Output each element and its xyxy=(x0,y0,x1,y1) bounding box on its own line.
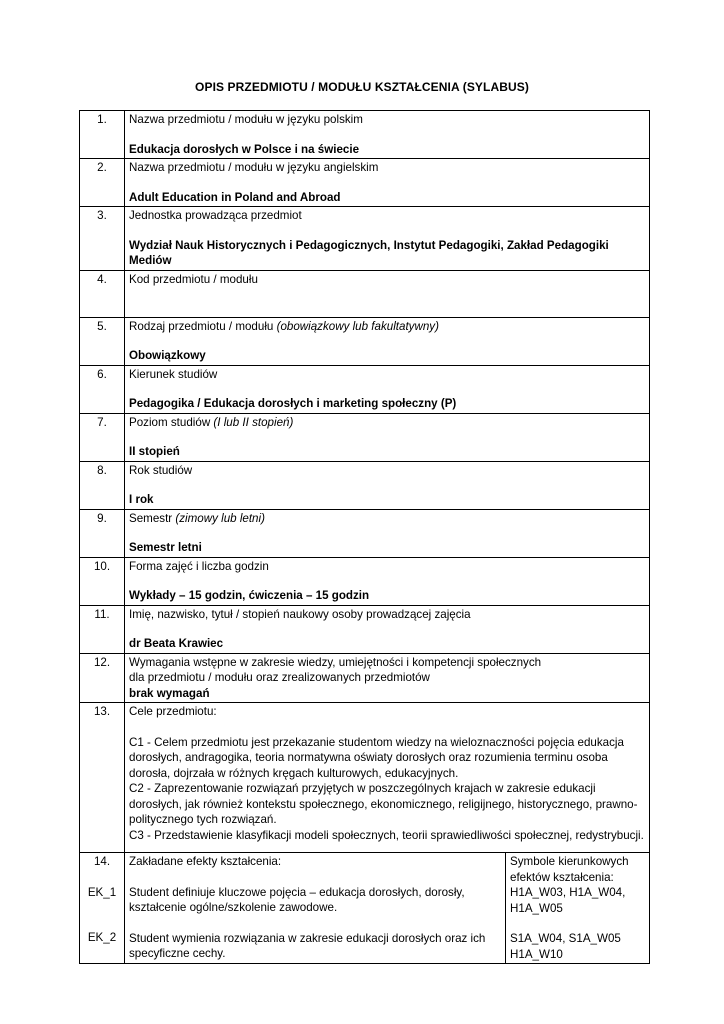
outcome-symbols-value: H1A_W03, H1A_W04, xyxy=(510,886,626,899)
row-number: 14. EK_1 EK_2 xyxy=(80,853,125,964)
row-content xyxy=(125,270,650,317)
table-row xyxy=(80,365,650,413)
row-content xyxy=(125,111,650,159)
row-label: dla przedmiotu / modułu oraz zrealizowanych przedmiotów xyxy=(129,671,430,684)
row-number: 13. xyxy=(80,703,125,853)
row-content xyxy=(125,207,650,271)
row-number: 11. xyxy=(80,605,125,653)
row-label: Rok studiów xyxy=(129,463,193,477)
outcomes-row xyxy=(80,853,650,964)
table-row xyxy=(80,413,650,461)
row-value: dr Beata Krawiec xyxy=(129,637,224,650)
row-content xyxy=(125,461,650,509)
table-row xyxy=(80,207,650,271)
outcome-text: Student definiuje kluczowe pojęcia – edukacja dorosłych, dorosły, kształcenie ogólne/szkolenie zawodowe. xyxy=(129,885,465,914)
row-number: 8. xyxy=(80,461,125,509)
row-number: 5. xyxy=(80,317,125,365)
row-number: 4. xyxy=(80,270,125,317)
row-content xyxy=(125,509,650,557)
row-value: Wykłady – 15 godzin, ćwiczenia – 15 godzin xyxy=(129,589,370,602)
row-number: 3. xyxy=(80,207,125,271)
goal-c3: C3 - Przedstawienie klasyfikacji modeli społecznych, teorii sprawiedliwości społecznej, redystrybucji. xyxy=(129,828,644,842)
table-row xyxy=(80,270,650,317)
row-label: Poziom studiów (I lub II stopień) xyxy=(129,415,294,429)
syllabus-table xyxy=(79,110,650,964)
row-label: Cele przedmiotu: xyxy=(129,705,217,718)
table-row xyxy=(80,703,650,853)
outcomes-label: Zakładane efekty kształcenia: xyxy=(129,855,282,868)
table-row xyxy=(80,111,650,159)
table-row xyxy=(80,557,650,605)
row-value: Edukacja dorosłych w Polsce i na świecie xyxy=(129,142,360,156)
row-content xyxy=(125,653,650,703)
row-label: Rodzaj przedmiotu / modułu (obowiązkowy lub fakultatywny) xyxy=(129,319,439,333)
row-value: Wydział Nauk Historycznych i Pedagogicznych, Instytut Pedagogiki, Zakład Pedagogiki Mediów xyxy=(129,238,609,267)
row-label: Nazwa przedmiotu / modułu w języku angielskim xyxy=(129,161,379,174)
table-row xyxy=(80,605,650,653)
row-content xyxy=(125,703,650,853)
table-row xyxy=(80,159,650,207)
symbols-header: Symbole kierunkowych efektów kształcenia: xyxy=(510,855,629,884)
row-label-note: (I lub II stopień) xyxy=(213,415,294,429)
outcomes-content xyxy=(125,853,506,964)
row-number: 7. xyxy=(80,413,125,461)
row-number: 10. xyxy=(80,557,125,605)
outcome-symbols-value: H1A_W10 xyxy=(510,947,563,961)
table-row xyxy=(80,509,650,557)
row-value: brak wymagań xyxy=(129,686,210,700)
row-label: Wymagania wstępne w zakresie wiedzy, umiejętności i kompetencji społecznych xyxy=(129,655,542,669)
row-content xyxy=(125,557,650,605)
row-content xyxy=(125,365,650,413)
row-number: 12. xyxy=(80,653,125,703)
row-content xyxy=(125,413,650,461)
table-row xyxy=(80,317,650,365)
row-value: Semestr letni xyxy=(129,541,202,554)
outcome-symbols-value: S1A_W04, S1A_W05 xyxy=(510,932,621,945)
document-title: OPIS PRZEDMIOTU / MODUŁU KSZTAŁCENIA (SYLABUS) xyxy=(195,80,529,94)
outcome-symbols xyxy=(506,853,650,964)
row-value: II stopień xyxy=(129,445,180,458)
row-value: Obowiązkowy xyxy=(129,349,206,362)
table-row xyxy=(80,461,650,509)
row-number: 6. xyxy=(80,365,125,413)
row-content xyxy=(125,605,650,653)
row-label: Semestr (zimowy lub letni) xyxy=(129,511,265,525)
row-label: Kod przedmiotu / modułu xyxy=(129,272,258,286)
row-label: Jednostka prowadząca przedmiot xyxy=(129,209,302,222)
row-label: Nazwa przedmiotu / modułu w języku polskim xyxy=(129,113,363,126)
row-number: 9. xyxy=(80,509,125,557)
table-row xyxy=(80,653,650,703)
row-label-note: (zimowy lub letni) xyxy=(175,511,265,525)
row-label: Imię, nazwisko, tytuł / stopień naukowy osoby prowadzącej zajęcia xyxy=(129,607,471,621)
row-number: 2. xyxy=(80,159,125,207)
outcome-code: EK_2 xyxy=(87,931,117,944)
row-label-note: (obowiązkowy lub fakultatywny) xyxy=(276,319,439,333)
row-label: Kierunek studiów xyxy=(129,367,218,381)
outcome-symbols-value: H1A_W05 xyxy=(510,901,563,915)
outcome-text: Student wymienia rozwiązania w zakresie edukacji dorosłych oraz ich specyficzne cechy. xyxy=(129,931,486,960)
row-value: Pedagogika / Edukacja dorosłych i marketing społeczny (P) xyxy=(129,397,457,410)
row-content xyxy=(125,317,650,365)
outcome-code: EK_1 xyxy=(87,885,117,899)
row-number: 1. xyxy=(80,111,125,159)
goal-c2: C2 - Zaprezentowanie rozwiązań przyjętych w poszczególnych krajach w zakresie edukacji dorosłych, jak również kontekstu społecznego, ekonomicznego, religijnego, historycznego, prawno-politycznego tych rozwiązań. xyxy=(129,782,638,826)
goal-c1: C1 - Celem przedmiotu jest przekazanie studentom wiedzy na wieloznaczności pojęcia edukacja dorosłych, andragogika, teoria normatywna oświaty dorosłych oraz rozumienia terminu osoba dorosła, dojrzała w różnych kręgach kulturowych, edukacyjnych. xyxy=(129,735,624,780)
row-label: Forma zajęć i liczba godzin xyxy=(129,559,269,573)
row-content xyxy=(125,159,650,207)
row-value: Adult Education in Poland and Abroad xyxy=(129,190,341,204)
row-value: I rok xyxy=(129,493,154,506)
